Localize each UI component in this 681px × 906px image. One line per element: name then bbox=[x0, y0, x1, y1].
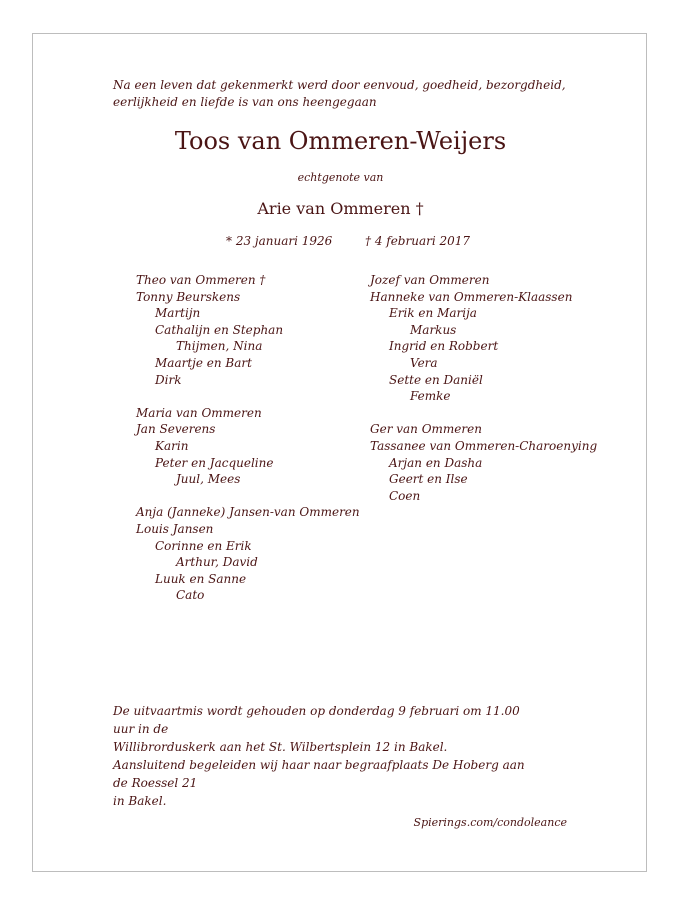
great-grandchild: Arthur, David bbox=[176, 555, 258, 570]
grandchild: Coen bbox=[389, 488, 421, 503]
intro-text: Na een leven dat gekenmerkt werd door eenvoud, goedheid, bezorgdheid, eerlijkheid en liefde is van ons heengegaan bbox=[113, 78, 566, 109]
grandchild: Corinne en Erik bbox=[155, 538, 252, 553]
family-member: Ger van Ommeren bbox=[370, 422, 482, 437]
funeral-line: De uitvaartmis wordt gehouden op donderdag 9 februari om 11.00 uur in de bbox=[113, 704, 520, 736]
great-grandchild: Markus bbox=[410, 322, 457, 337]
funeral-details bbox=[113, 702, 533, 810]
deceased-name: Toos van Ommeren-Weijers bbox=[174, 127, 507, 155]
family-member: Tassanee van Ommeren-Charoenying bbox=[370, 438, 598, 453]
grandchild: Cathalijn en Stephan bbox=[155, 322, 284, 337]
family-member: Jan Severens bbox=[136, 422, 216, 437]
group-spacer bbox=[136, 488, 360, 505]
grandchild: Erik en Marija bbox=[389, 306, 477, 321]
death-date: † 4 februari 2017 bbox=[365, 234, 471, 248]
family-member: Maria van Ommeren bbox=[136, 405, 262, 420]
spouse-label: echtgenote van bbox=[297, 171, 384, 184]
great-grandchild: Thijmen, Nina bbox=[176, 339, 263, 354]
grandchild: Geert en Ilse bbox=[389, 472, 468, 487]
grandchild: Sette en Daniël bbox=[389, 372, 483, 387]
grandchild: Maartje en Bart bbox=[155, 355, 252, 370]
family-member: Louis Jansen bbox=[136, 521, 214, 536]
great-grandchild: Juul, Mees bbox=[176, 472, 241, 487]
family-member: Tonny Beurskens bbox=[136, 289, 241, 304]
spouse-name: Arie van Ommeren † bbox=[257, 199, 424, 218]
grandchild: Ingrid en Robbert bbox=[389, 339, 499, 354]
grandchild: Peter en Jacqueline bbox=[155, 455, 274, 470]
great-grandchild: Cato bbox=[176, 588, 205, 603]
grandchild: Karin bbox=[155, 438, 189, 453]
grandchild: Arjan en Dasha bbox=[389, 455, 483, 470]
family-member: Theo van Ommeren † bbox=[136, 273, 266, 287]
family-right-column bbox=[370, 272, 597, 504]
family-member: Hanneke van Ommeren-Klaassen bbox=[370, 289, 573, 304]
grandchild: Luuk en Sanne bbox=[155, 571, 247, 586]
grandchild: Martijn bbox=[155, 306, 201, 321]
group-spacer bbox=[370, 405, 597, 422]
birth-date: * 23 januari 1926 bbox=[226, 234, 333, 248]
great-grandchild: Femke bbox=[410, 389, 451, 404]
condolence-link[interactable]: Spierings.com/condoleance bbox=[413, 816, 567, 829]
family-member: Anja (Janneke) Jansen-van Ommeren bbox=[136, 505, 360, 520]
family-left-column bbox=[136, 272, 360, 604]
funeral-line: in Bakel. bbox=[113, 794, 167, 808]
grandchild: Dirk bbox=[155, 372, 182, 387]
funeral-line: Willibrorduskerk aan het St. Wilbertsplein 12 in Bakel. bbox=[113, 740, 448, 754]
family-member: Jozef van Ommeren bbox=[370, 273, 490, 287]
funeral-line: Aansluitend begeleiden wij haar naar begraafplaats De Hoberg aan de Roessel 21 bbox=[113, 758, 525, 790]
great-grandchild: Vera bbox=[410, 355, 438, 370]
group-spacer bbox=[136, 388, 360, 405]
